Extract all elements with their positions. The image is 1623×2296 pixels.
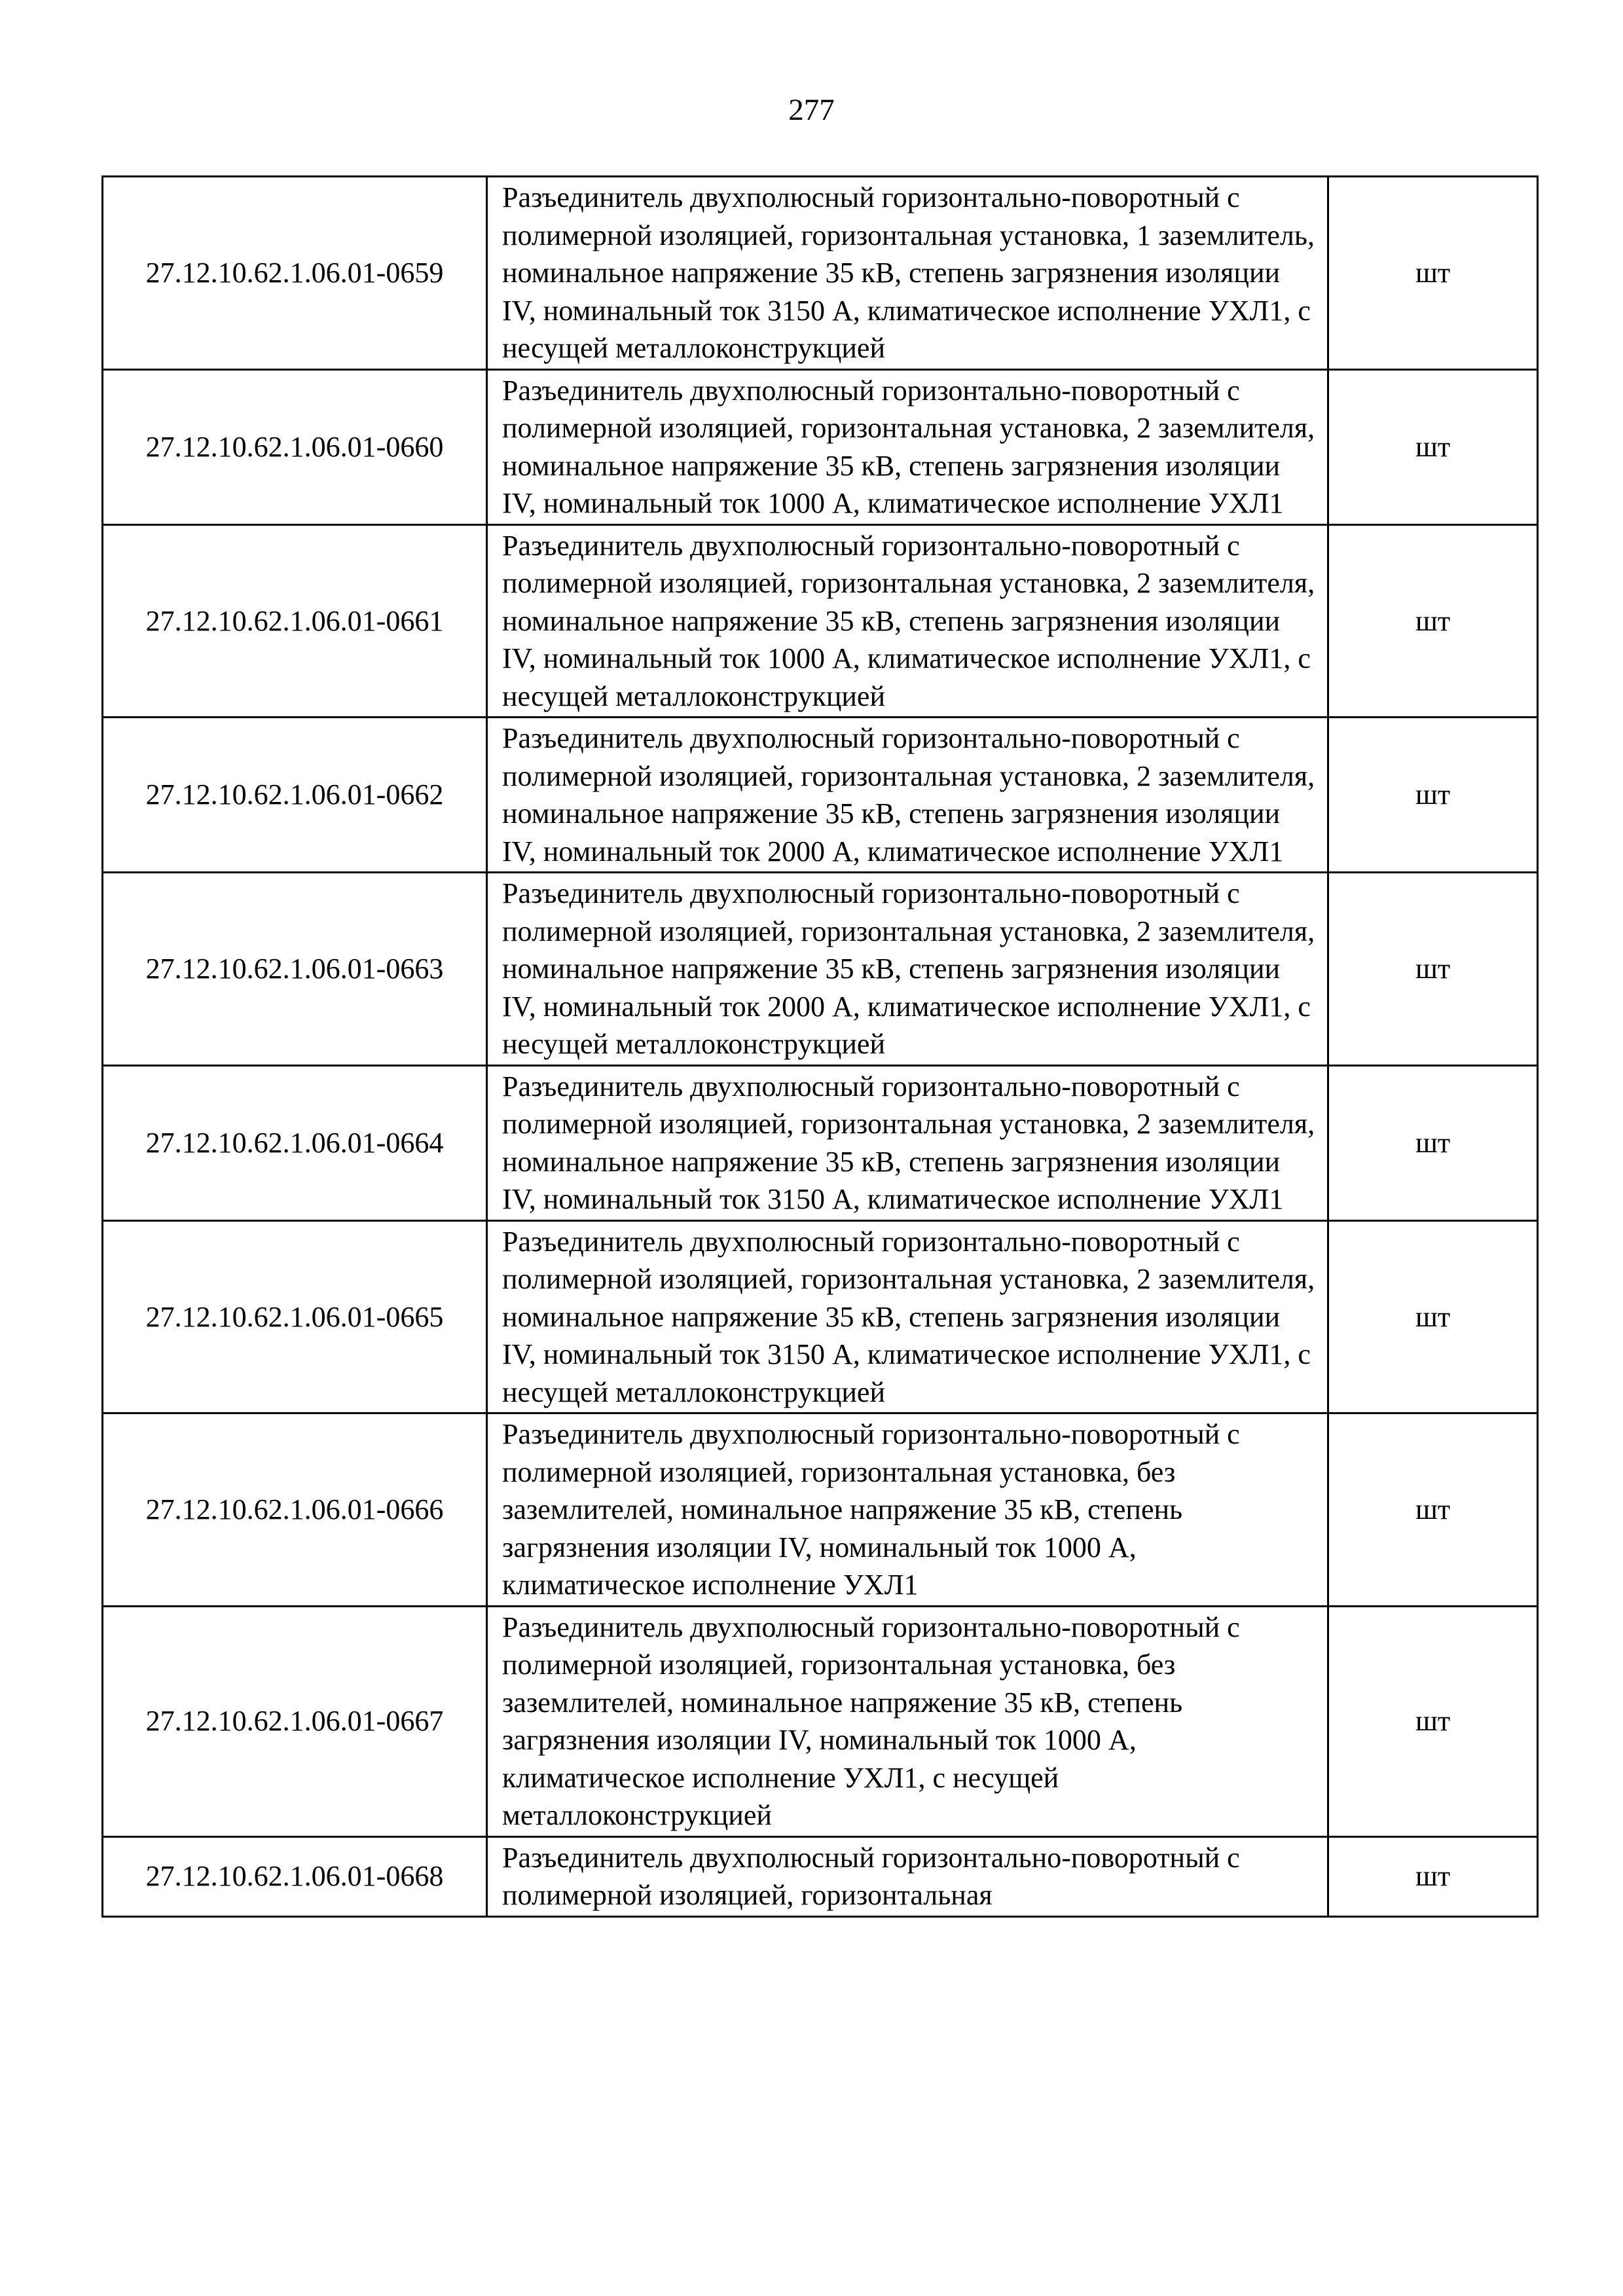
item-unit: шт — [1328, 1220, 1538, 1413]
item-unit: шт — [1328, 1065, 1538, 1220]
table-row — [103, 177, 1538, 370]
item-description: Разъединитель двухполюсный горизонтально-поворотный с полимерной изоляцией, горизонтальная установка, 2 заземлителя, номинальное напряжение 35 кВ, степень загрязнения изоляции IV, номинальный ток 3150 А, климатическое исполнение УХЛ1 — [502, 1070, 1315, 1215]
item-code: 27.12.10.62.1.06.01-0659 — [103, 177, 487, 370]
item-unit: шт — [1328, 1836, 1538, 1916]
item-description: Разъединитель двухполюсный горизонтально-поворотный с полимерной изоляцией, горизонтальная установка, 2 заземлителя, номинальное напряжение 35 кВ, степень загрязнения изоляции IV, номинальный ток 1000 А, климатическое исполнение УХЛ1, с несущей металлоконструкцией — [502, 529, 1315, 712]
item-unit: шт — [1328, 524, 1538, 718]
item-unit: шт — [1328, 177, 1538, 370]
item-description: Разъединитель двухполюсный горизонтально-поворотный с полимерной изоляцией, горизонтальная установка, 2 заземлителя, номинальное напряжение 35 кВ, степень загрязнения изоляции IV, номинальный ток 3150 А, климатическое исполнение УХЛ1, с несущей металлоконструкцией — [502, 1225, 1315, 1408]
item-code: 27.12.10.62.1.06.01-0668 — [103, 1836, 487, 1916]
table-row — [103, 524, 1538, 718]
item-code: 27.12.10.62.1.06.01-0663 — [103, 873, 487, 1066]
table-row — [103, 1413, 1538, 1607]
item-code: 27.12.10.62.1.06.01-0660 — [103, 369, 487, 524]
item-description: Разъединитель двухполюсный горизонтально-поворотный с полимерной изоляцией, горизонтальная установка, 1 заземлитель, номинальное напряжение 35 кВ, степень загрязнения изоляции IV, номинальный ток 3150 А, климатическое исполнение УХЛ1, с несущей металлоконструкцией — [502, 181, 1315, 364]
table-row — [103, 1220, 1538, 1413]
page-number: 277 — [788, 93, 835, 127]
item-description-cell — [487, 1220, 1328, 1413]
item-description: Разъединитель двухполюсный горизонтально-поворотный с полимерной изоляцией, горизонтальная установка, 2 заземлителя, номинальное напряжение 35 кВ, степень загрязнения изоляции IV, номинальный ток 1000 А, климатическое исполнение УХЛ1 — [502, 374, 1315, 519]
item-description: Разъединитель двухполюсный горизонтально-поворотный с полимерной изоляцией, горизонтальная установка, без заземлителей, номинальное напряжение 35 кВ, степень загрязнения изоляции IV, номинальный ток 1000 А, климатическое исполнение УХЛ1 — [502, 1418, 1240, 1601]
table-row — [103, 718, 1538, 873]
item-description-cell — [487, 718, 1328, 873]
item-description-cell — [487, 369, 1328, 524]
table-body — [103, 177, 1538, 1917]
table-row — [103, 369, 1538, 524]
item-description-cell — [487, 873, 1328, 1066]
item-description: Разъединитель двухполюсный горизонтально-поворотный с полимерной изоляцией, горизонтальная — [502, 1841, 1240, 1911]
item-description-cell — [487, 1065, 1328, 1220]
table-row — [103, 873, 1538, 1066]
item-description: Разъединитель двухполюсный горизонтально-поворотный с полимерной изоляцией, горизонтальная установка, без заземлителей, номинальное напряжение 35 кВ, степень загрязнения изоляции IV, номинальный ток 1000 А, климатическое исполнение УХЛ1, с несущей металлоконструкцией — [502, 1611, 1240, 1831]
item-unit: шт — [1328, 873, 1538, 1066]
item-description-cell — [487, 1606, 1328, 1836]
item-description-cell — [487, 1836, 1328, 1916]
item-description: Разъединитель двухполюсный горизонтально-поворотный с полимерной изоляцией, горизонтальная установка, 2 заземлителя, номинальное напряжение 35 кВ, степень загрязнения изоляции IV, номинальный ток 2000 А, климатическое исполнение УХЛ1 — [502, 722, 1315, 867]
item-code: 27.12.10.62.1.06.01-0667 — [103, 1606, 487, 1836]
item-code: 27.12.10.62.1.06.01-0662 — [103, 718, 487, 873]
materials-table — [101, 175, 1539, 1918]
table-row — [103, 1836, 1538, 1916]
item-description: Разъединитель двухполюсный горизонтально-поворотный с полимерной изоляцией, горизонтальная установка, 2 заземлителя, номинальное напряжение 35 кВ, степень загрязнения изоляции IV, номинальный ток 2000 А, климатическое исполнение УХЛ1, с несущей металлоконструкцией — [502, 877, 1315, 1060]
item-unit: шт — [1328, 1606, 1538, 1836]
item-code: 27.12.10.62.1.06.01-0661 — [103, 524, 487, 718]
item-unit: шт — [1328, 718, 1538, 873]
item-unit: шт — [1328, 1413, 1538, 1607]
table-row — [103, 1065, 1538, 1220]
item-description-cell — [487, 1413, 1328, 1607]
item-unit: шт — [1328, 369, 1538, 524]
item-code: 27.12.10.62.1.06.01-0666 — [103, 1413, 487, 1607]
table-row — [103, 1606, 1538, 1836]
item-description-cell — [487, 524, 1328, 718]
item-code: 27.12.10.62.1.06.01-0664 — [103, 1065, 487, 1220]
item-code: 27.12.10.62.1.06.01-0665 — [103, 1220, 487, 1413]
item-description-cell — [487, 177, 1328, 370]
